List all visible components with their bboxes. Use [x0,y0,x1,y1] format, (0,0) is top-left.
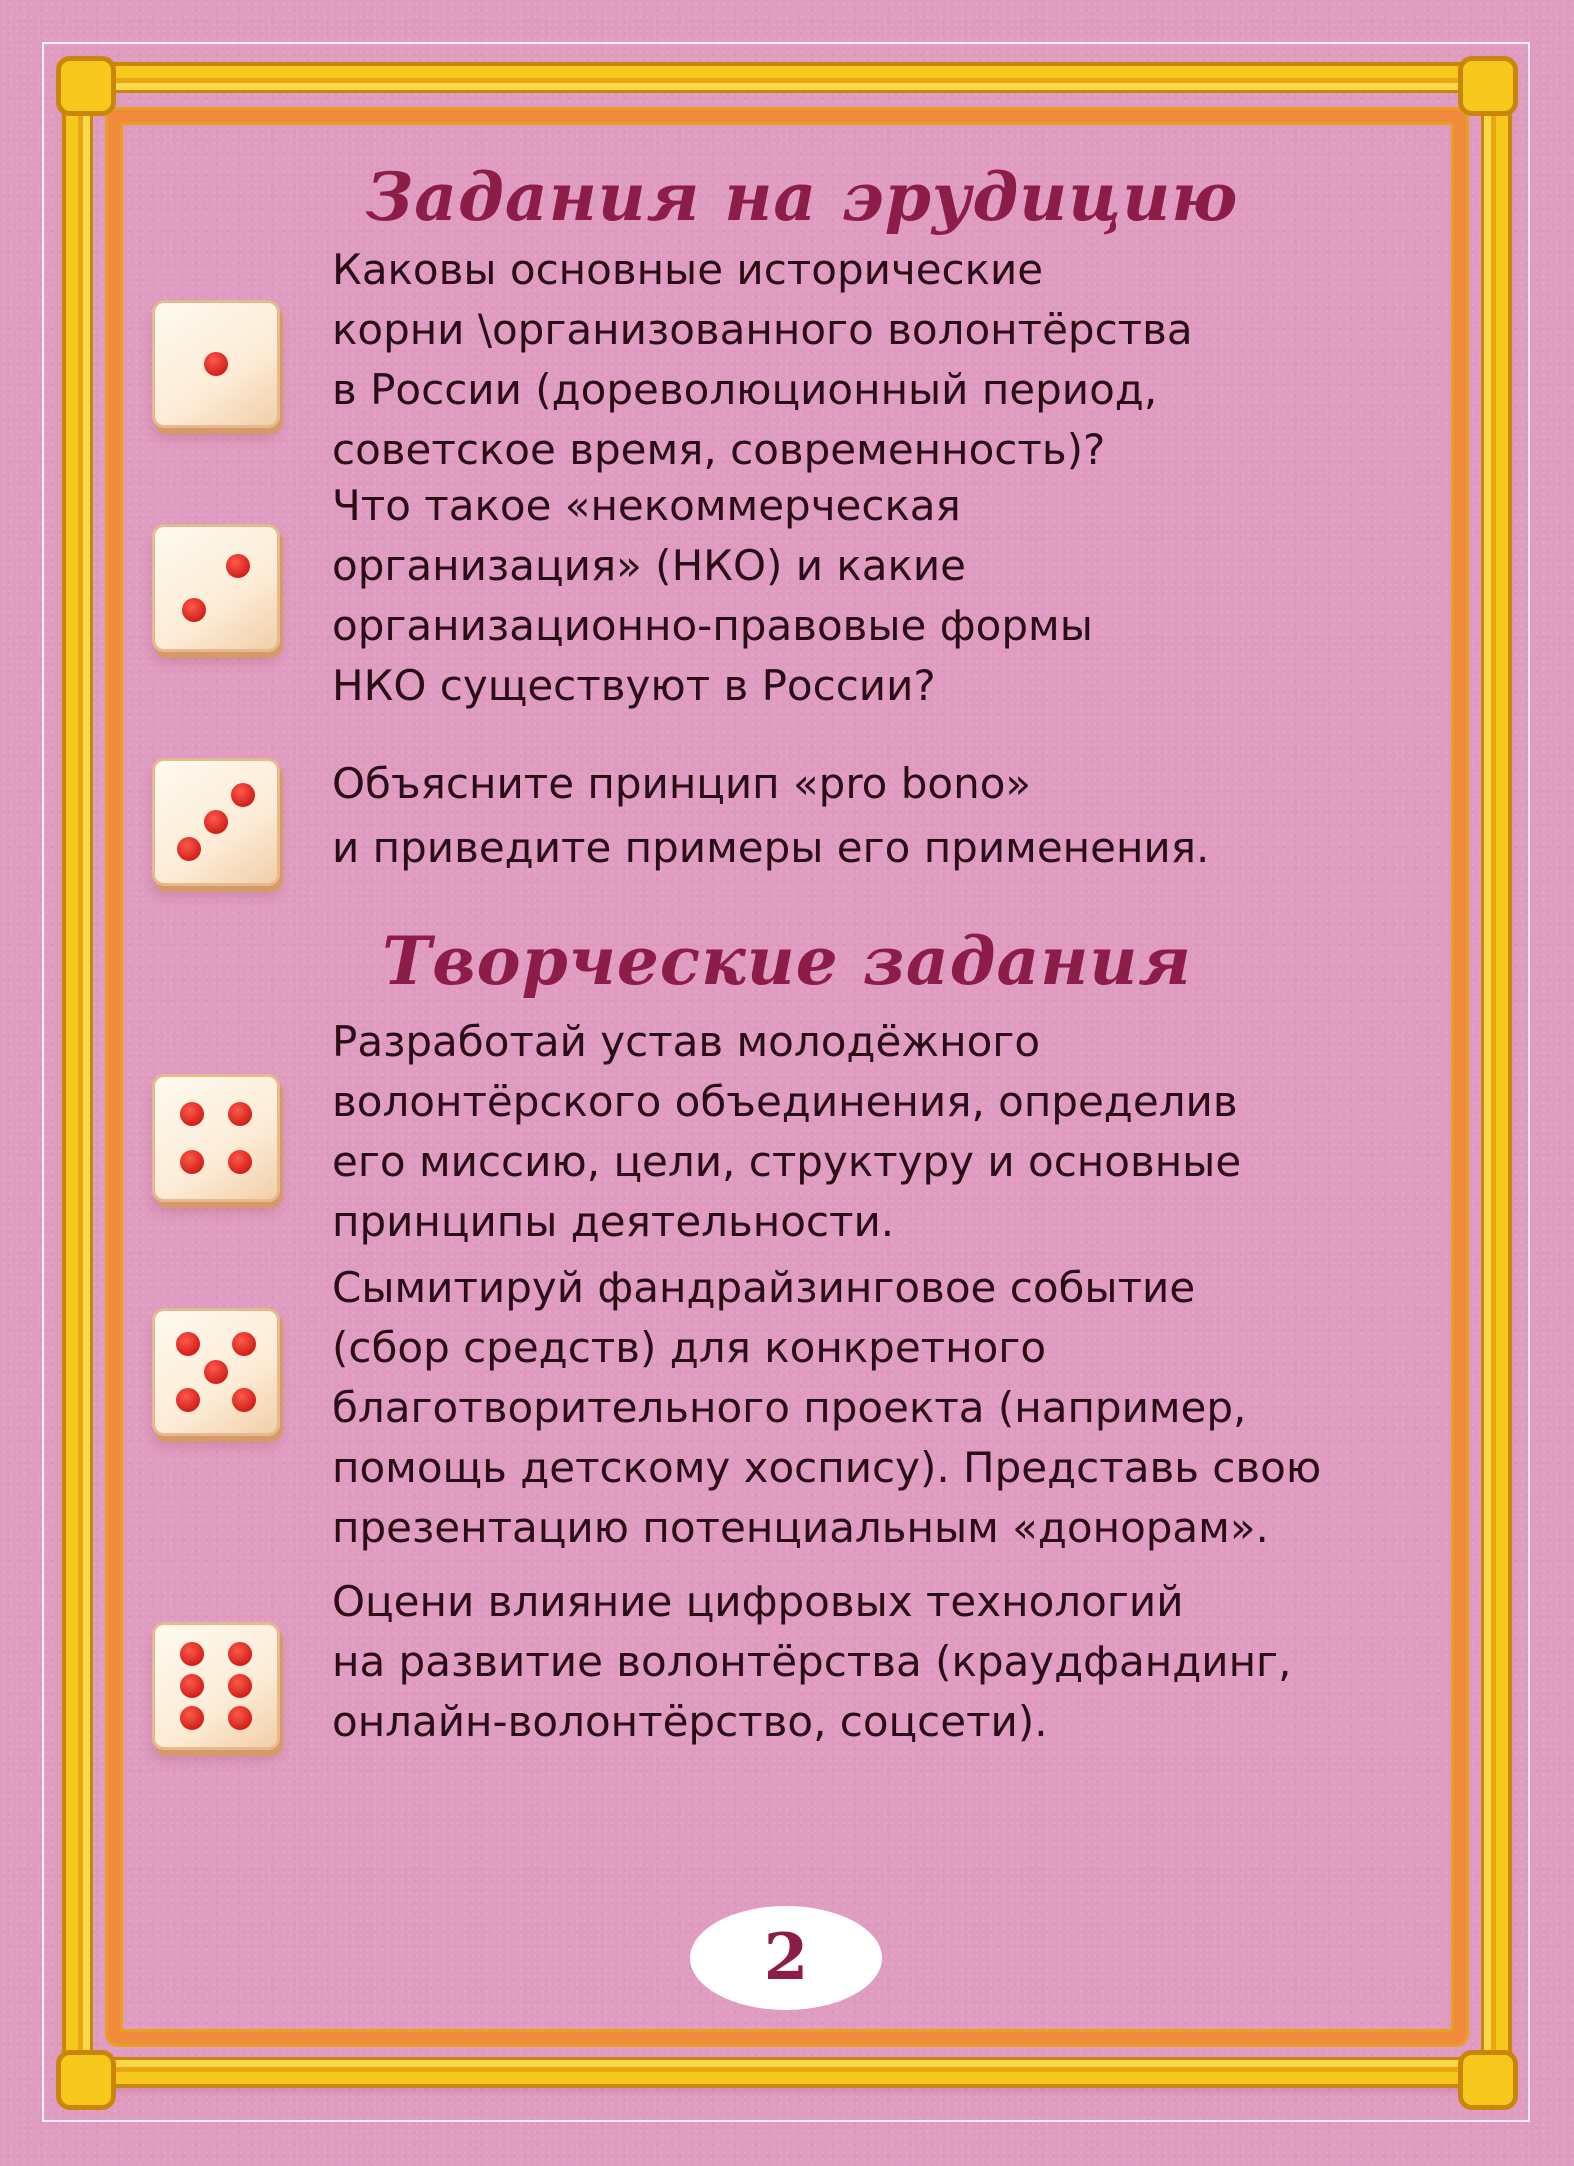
dice-pip [180,1102,204,1126]
dice-one-icon [152,300,280,428]
task-text: Разработай устав молодёжного волонтёрского объединения, определив его миссию, цели, структуру и основные принципы деятельности. [332,1017,1242,1246]
dice-two-icon [152,524,280,652]
dice-pip [226,554,250,578]
dice-pip [228,1706,252,1730]
dice-six-icon [152,1622,280,1750]
task-text: Объясните принцип «pro bono» и приведите примеры его применения. [332,759,1210,872]
task-text: Оцени влияние цифровых технологий на развитие волонтёрства (краудфандинг, онлайн-волонтёрство, соцсети). [332,1577,1292,1746]
dice-pip [182,598,206,622]
frame-corner [1458,2050,1518,2110]
dice-pip [180,1642,204,1666]
section-heading-erudition: Задания на эрудицию [365,158,1239,236]
dice-pip [228,1674,252,1698]
task-text: Что такое «некоммерческая организация» (НКО) и какие организационно-правовые формы НКО существуют в России? [332,481,1093,710]
dice-pip [231,783,255,807]
dice-pip [177,837,201,861]
dice-three-icon [152,758,280,886]
dice-pip [204,352,228,376]
dice-four-icon [152,1074,280,1202]
dice-pip [180,1674,204,1698]
dice-pip [228,1102,252,1126]
dice-pip [232,1388,256,1412]
section-heading-creative: Творческие задания [382,922,1192,1000]
dice-pip [204,810,228,834]
page-number: 2 [690,1906,882,2010]
dice-five-icon [152,1308,280,1436]
frame-corner [56,56,116,116]
dice-pip [204,1360,228,1384]
dice-pip [176,1332,200,1356]
dice-pip [228,1150,252,1174]
frame-corner [1458,56,1518,116]
task-text: Сымитируй фандрайзинговое событие (сбор средств) для конкретного благотворительного проекта (например, помощь детскому хоспису). Представь свою презентацию потенциальным «донорам». [332,1263,1322,1552]
task-text: Каковы основные исторические корни \организованного волонтёрства в России (дореволюционный период, советское время, современность)? [332,245,1193,474]
dice-pip [232,1332,256,1356]
frame-corner [56,2050,116,2110]
dice-pip [176,1388,200,1412]
dice-pip [180,1150,204,1174]
dice-pip [228,1642,252,1666]
dice-pip [180,1706,204,1730]
